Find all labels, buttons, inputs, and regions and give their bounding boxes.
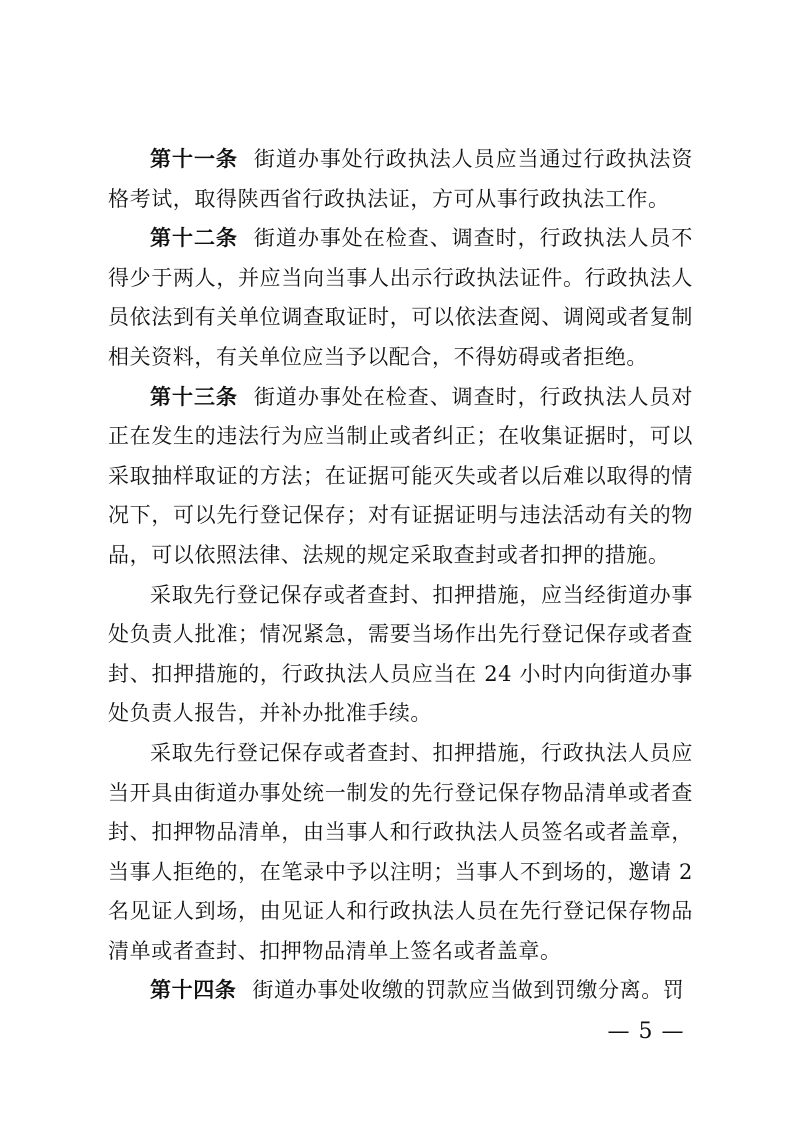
article-12-text: 街道办事处在检查、调查时，行政执法人员不得少于两人，并应当向当事人出示行政执法证件。行政执法人员依法到有关单位调查取证时，可以依法查阅、调阅或者复制相关资料，有关单位应当予以配合，不得妨碍或者拒绝。 [108, 226, 694, 369]
article-11-label: 第十一条 [150, 147, 238, 171]
article-13-clause-2-text: 采取先行登记保存或者查封、扣押措施，应当经街道办事处负责人批准；情况紧急，需要当场作出先行登记保存或者查封、扣押措施的，行政执法人员应当在 24 小时内向街道办事处负责人报告，并补办批准手续。 [108, 582, 693, 726]
article-12-label: 第十二条 [150, 226, 238, 251]
article-13-text: 街道办事处在检查、调查时，行政执法人员对正在发生的违法行为应当制止或者纠正；在收集证据时，可以采取抽样取证的方法；在证据可能灭失或者以后难以取得的情况下，可以先行登记保存；对有证据证明与违法活动有关的物品，可以依照法律、法规的规定采取查封或者扣押的措施。 [108, 384, 694, 567]
article-13-paragraph [108, 378, 693, 576]
body-text [108, 140, 693, 1011]
article-14-text: 街道办事处收缴的罚款应当做到罚缴分离。罚 [252, 978, 685, 1003]
article-11-text: 街道办事处行政执法人员应当通过行政执法资格考试，取得陕西省行政执法证，方可从事行政执法工作。 [108, 147, 694, 211]
article-14-label: 第十四条 [150, 978, 237, 1003]
article-13-label: 第十三条 [150, 384, 238, 409]
article-14-paragraph [108, 971, 693, 1011]
article-13-clause-2 [108, 576, 693, 734]
article-13-clause-3 [108, 734, 693, 972]
page-number: — 5 — [607, 1019, 685, 1044]
article-13-clause-3-text: 采取先行登记保存或者查封、扣押措施，行政执法人员应当开具由街道办事处统一制发的先行登记保存物品清单或者查封、扣押物品清单，由当事人和行政执法人员签名或者盖章，当事人拒绝的，在笔录中予以注明；当事人不到场的，邀请 2 名见证人到场，由见证人和行政执法人员在先行登记保存物品清单或者查封、扣押物品清单上签名或者盖章。 [108, 740, 693, 963]
article-11-paragraph [108, 140, 693, 219]
article-12-paragraph [108, 219, 693, 377]
